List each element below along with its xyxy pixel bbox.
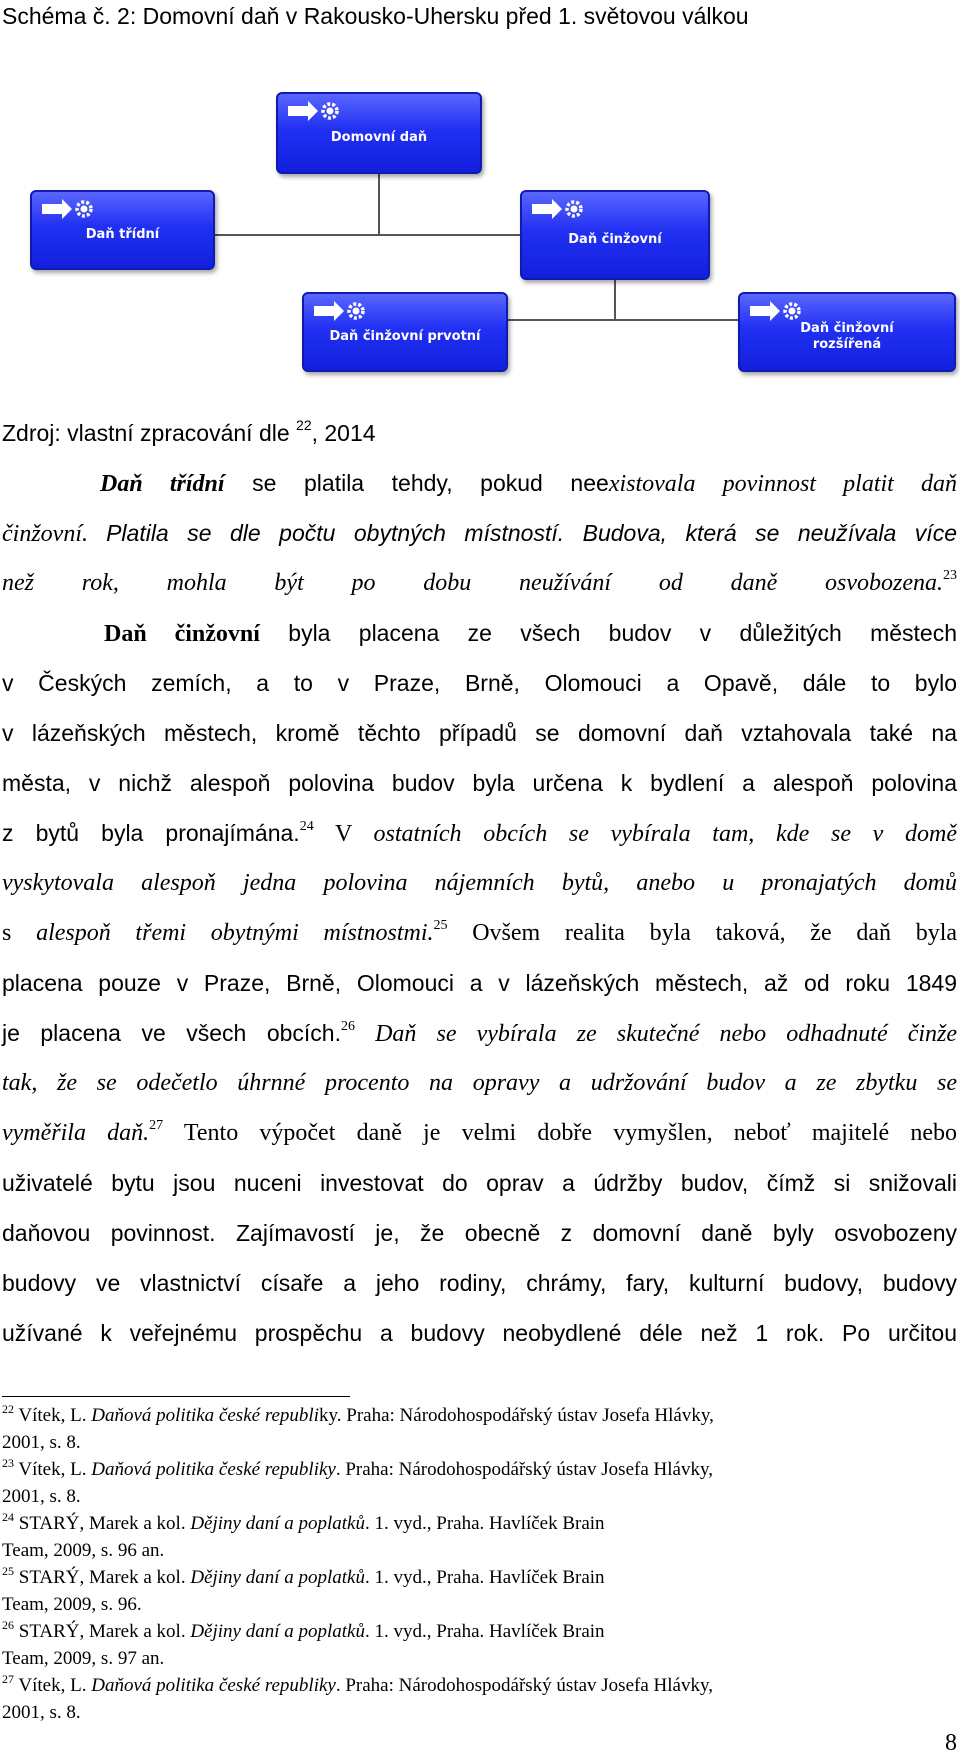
body-line	[0, 508, 957, 558]
schema-title: Schéma č. 2: Domovní daň v Rakousko-Uhersku před 1. světovou válkou	[2, 3, 749, 29]
arrow-gear-icon	[748, 298, 808, 324]
body-line	[0, 908, 957, 958]
box-label: Daň činžovní	[568, 232, 662, 247]
footnote-run: Daňová politika české republiky	[91, 1675, 336, 1696]
body-run: než rok, mohla být po dobu neužívání od daně osvobozena.	[2, 570, 943, 596]
footnote-run: STARÝ, Marek a kol.	[14, 1567, 191, 1588]
body-line	[0, 1058, 957, 1108]
footnote-run: STARÝ, Marek a kol.	[14, 1621, 191, 1642]
footnote-run: Team, 2009, s. 96 an.	[2, 1540, 165, 1561]
body-run: vyskytovala alespoň jedna polovina nájemních bytů, anebo u pronajatých domů	[2, 870, 957, 896]
footnote-run: . 1. vyd., Praha. Havlíček Brain	[365, 1621, 605, 1642]
box-dan-cinzovni	[520, 190, 710, 280]
footnote-line	[2, 1699, 960, 1726]
footnote-run: . Praha: Národohospodářský ústav Josefa Hlávky,	[335, 1675, 713, 1696]
body-run: Ovšem realita byla taková, že daň byla	[447, 920, 958, 946]
body-line	[0, 558, 957, 608]
footnote-ref: 24	[2, 1510, 14, 1524]
body-run: alespoň třemi obytnými místnostmi.	[36, 920, 434, 946]
footnote-line	[2, 1429, 960, 1456]
body-line	[0, 608, 957, 658]
body-run: se platila tehdy, pokud nee	[224, 470, 609, 496]
arrow-gear-icon	[40, 196, 100, 222]
footnote-run: Vítek, L.	[14, 1675, 92, 1696]
source-footnote-ref: 22	[296, 417, 312, 433]
body-run: V	[313, 821, 374, 847]
footnote-line	[2, 1456, 960, 1483]
footnote-ref: 26	[340, 1019, 355, 1034]
body-run: je placena ve všech obcích.	[2, 1020, 341, 1046]
footnote-line	[2, 1645, 960, 1672]
footnote-run: Daňová politika české republi	[91, 1405, 319, 1426]
body-run: xistovala povinnost platit daň	[608, 471, 958, 497]
body-run: daňovou povinnost. Zajímavostí je, že obecně z domovní daně byly osvobozeny	[2, 1220, 957, 1246]
body-run: v lázeňských městech, kromě těchto případů se domovní daň vztahovala také na	[2, 720, 957, 746]
body-run: s	[2, 920, 37, 946]
body-line	[0, 1258, 957, 1308]
body-run: ostatních obcích se vybírala tam, kde se v domě	[373, 821, 957, 847]
body-line	[0, 958, 957, 1008]
box-label: Daň činžovní prvotní	[329, 329, 481, 344]
body-run: tak, že se odečetlo úhrnné procento na opravy a udržování budov a ze zbytku se	[2, 1070, 957, 1096]
footnote-run: ky. Praha: Národohospodářský ústav Josefa Hlávky,	[319, 1405, 714, 1426]
body-run: Daň činžovní	[104, 621, 260, 647]
footnote-ref: 27	[2, 1672, 14, 1686]
body-run: Tento výpočet daně je velmi dobře vymyšlen, neboť majitelé nebo	[163, 1120, 957, 1146]
footnote-run: . Praha: Národohospodářský ústav Josefa Hlávky,	[335, 1459, 713, 1480]
body-line	[0, 1308, 957, 1358]
box-label: Daň činžovní rozšířená	[800, 321, 894, 352]
body-line	[0, 1158, 957, 1208]
body-text	[0, 458, 960, 1358]
footnote-run: 2001, s. 8.	[2, 1702, 81, 1723]
footnote-ref: 24	[299, 819, 314, 834]
body-run: byla placena ze všech budov v důležitých městech	[259, 620, 958, 646]
footnote-run: Vítek, L.	[14, 1459, 92, 1480]
body-line	[0, 1008, 957, 1058]
footnote-line	[2, 1537, 960, 1564]
body-run: užívané k veřejnému prospěchu a budovy neobydlené déle než 1 rok. Po určitou	[2, 1320, 957, 1346]
footnote-line	[2, 1591, 960, 1618]
body-line	[0, 658, 957, 708]
footnote-run: Dějiny daní a poplatků	[190, 1621, 365, 1642]
box-domovni-dan	[276, 92, 482, 174]
footnote-rule	[2, 1396, 350, 1397]
body-run: vyměřila daň.	[2, 1120, 150, 1146]
body-run: placena pouze v Praze, Brně, Olomouci a v lázeňských městech, až od roku 1849	[2, 970, 957, 996]
body-line	[0, 1108, 957, 1158]
body-run: města, v nichž alespoň polovina budov byla určena k bydlení a alespoň polovina	[2, 770, 957, 796]
arrow-gear-icon	[530, 196, 590, 222]
footnote-run: STARÝ, Marek a kol.	[14, 1513, 191, 1534]
body-run: v Českých zemích, a to v Praze, Brně, Olomouci a Opavě, dále to bylo	[2, 670, 957, 696]
footnote-ref: 27	[149, 1118, 164, 1133]
body-run: uživatelé bytu jsou nuceni investovat do oprav a údržby budov, čímž si snižovali	[2, 1170, 957, 1196]
page-number: 8	[945, 1730, 957, 1756]
box-label: Domovní daň	[330, 130, 428, 145]
footnote-line	[2, 1402, 960, 1429]
source-year: , 2014	[311, 420, 376, 446]
footnote-run: Team, 2009, s. 96.	[2, 1594, 142, 1615]
footnote-run: Team, 2009, s. 97 an.	[2, 1648, 165, 1669]
footnote-line	[2, 1618, 960, 1645]
footnote-run: Dějiny daní a poplatků	[190, 1513, 365, 1534]
body-run: Daň se vybírala ze skutečné nebo odhadnuté činže	[354, 1021, 958, 1047]
arrow-gear-icon	[286, 98, 346, 124]
footnote-line	[2, 1510, 960, 1537]
footnote-ref: 23	[2, 1456, 14, 1470]
footnote-ref: 25	[433, 918, 448, 933]
box-dan-cinzovni-prvotni	[302, 292, 508, 372]
footnote-line	[2, 1564, 960, 1591]
box-dan-tridni	[30, 190, 215, 270]
footnote-run: Daňová politika české republiky	[91, 1459, 336, 1480]
footnote-ref: 25	[2, 1564, 14, 1578]
body-line	[0, 858, 957, 908]
body-run: činžovní.	[2, 521, 107, 547]
body-run: Platila se dle počtu obytných místností. Budova, která se neužívala více	[106, 520, 957, 546]
footnote-line	[2, 1672, 960, 1699]
source-note	[2, 418, 376, 448]
footnote-line	[2, 1483, 960, 1510]
box-label: Daň třídní	[85, 227, 160, 242]
org-diagram	[0, 80, 960, 380]
footnotes	[2, 1402, 960, 1726]
body-line	[0, 458, 957, 508]
footnote-ref: 22	[2, 1402, 14, 1416]
footnote-run: Vítek, L.	[14, 1405, 92, 1426]
footnote-ref: 26	[2, 1618, 14, 1632]
footnote-run: 2001, s. 8.	[2, 1486, 81, 1507]
footnote-run: 2001, s. 8.	[2, 1432, 81, 1453]
arrow-gear-icon	[312, 298, 372, 324]
body-run: budovy ve vlastnictví císaře a jeho rodiny, chrámy, fary, kulturní budovy, budovy	[2, 1270, 957, 1296]
body-line	[0, 708, 957, 758]
body-line	[0, 1208, 957, 1258]
body-run: z bytů byla pronajímána.	[2, 820, 300, 846]
source-text: Zdroj: vlastní zpracování dle	[2, 420, 297, 446]
body-line	[0, 808, 957, 858]
body-run: Daň třídní	[100, 471, 225, 497]
footnote-ref: 23	[943, 568, 957, 583]
footnote-run: . 1. vyd., Praha. Havlíček Brain	[365, 1567, 605, 1588]
body-line	[0, 758, 957, 808]
box-dan-cinzovni-rozsirena	[738, 292, 956, 372]
footnote-run: Dějiny daní a poplatků	[190, 1567, 365, 1588]
footnote-run: . 1. vyd., Praha. Havlíček Brain	[365, 1513, 605, 1534]
